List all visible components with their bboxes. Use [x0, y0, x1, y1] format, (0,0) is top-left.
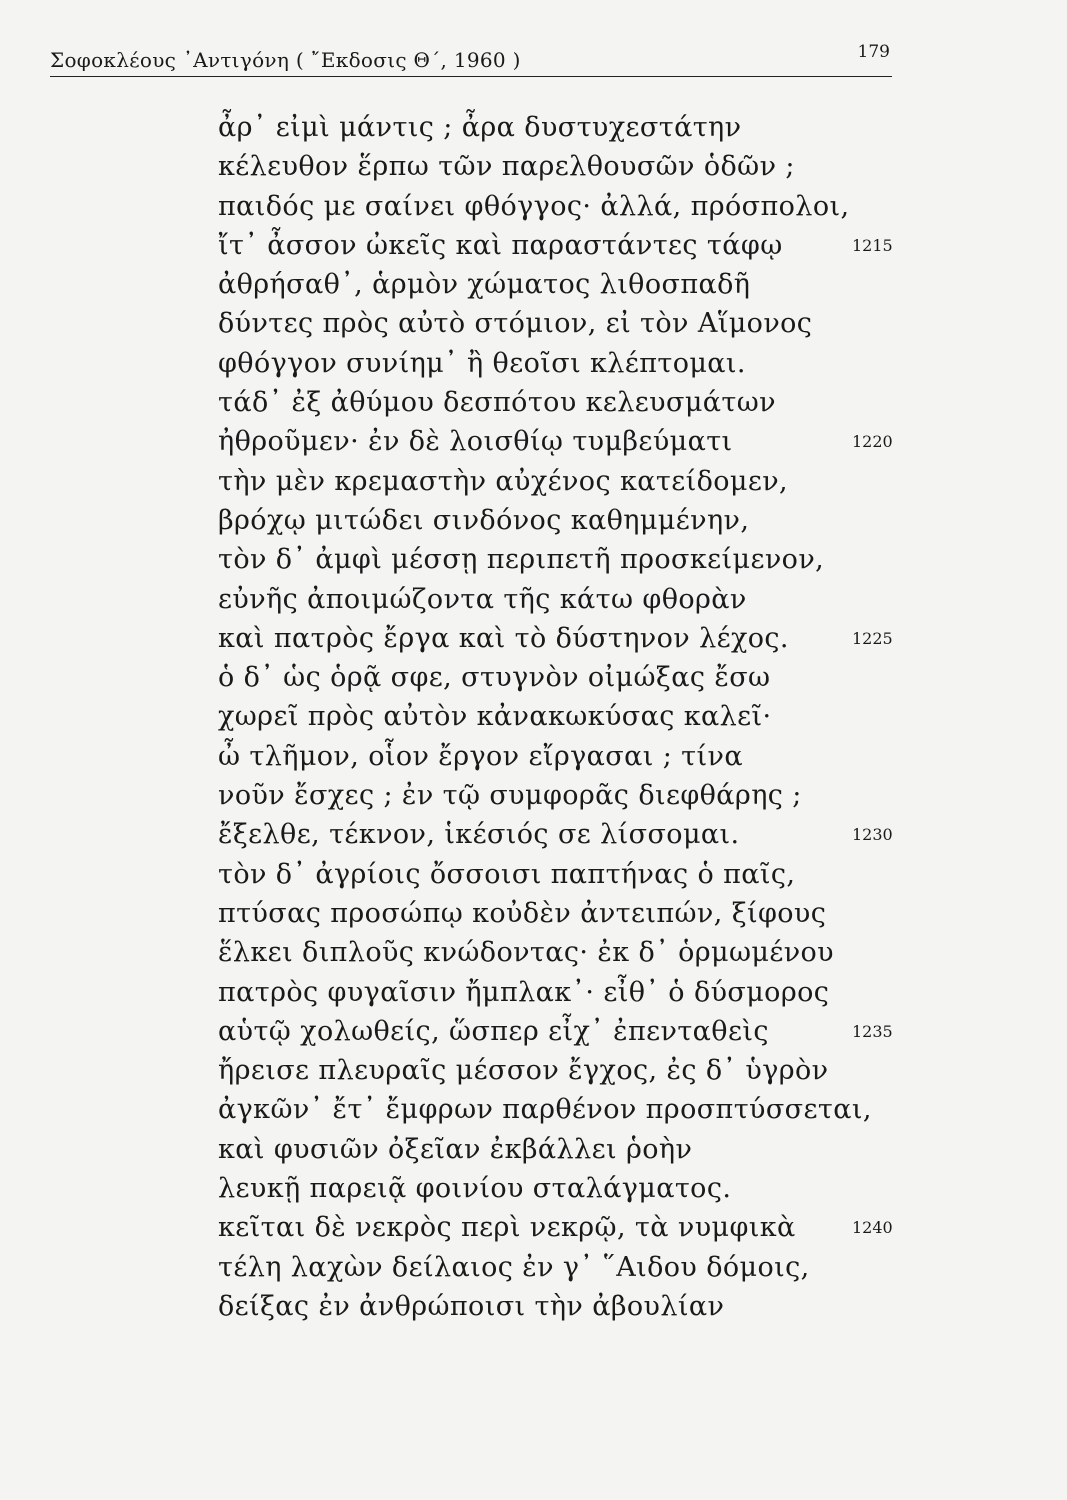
verse-line	[0, 187, 1067, 226]
verse-text: ὦ τλῆμον, οἷον ἔργον εἴργασαι ; τίνα	[218, 740, 743, 772]
verse-line	[0, 226, 1067, 265]
verse-line	[0, 580, 1067, 619]
verse-line	[0, 1130, 1067, 1169]
verse-line	[0, 265, 1067, 304]
verse-line	[0, 1169, 1067, 1208]
verse-line	[0, 658, 1067, 697]
verse-line	[0, 108, 1067, 147]
verse-line	[0, 501, 1067, 540]
verse-line	[0, 462, 1067, 501]
line-number: 1225	[852, 628, 893, 648]
verse-line	[0, 1051, 1067, 1090]
header-rule	[50, 76, 892, 77]
verse-line	[0, 147, 1067, 186]
verse-line	[0, 815, 1067, 854]
verse-line	[0, 1090, 1067, 1129]
verse-text: καὶ φυσιῶν ὀξεῖαν ἐκβάλλει ῥοὴν	[218, 1133, 693, 1165]
verse-text: ἔξελθε, τέκνον, ἱκέσιός σε λίσσομαι.	[218, 819, 740, 851]
verse-text: δύντες πρὸς αὐτὸ στόμιον, εἰ τὸν Αἵμονος	[218, 308, 813, 340]
verse-line	[0, 422, 1067, 461]
line-number: 1215	[852, 235, 893, 255]
verse-text: παιδός με σαίνει φθόγγος· ἀλλά, πρόσπολοι,	[218, 190, 850, 222]
verse-line	[0, 619, 1067, 658]
verse-text: τὴν μὲν κρεμαστὴν αὐχένος κατείδομεν,	[218, 465, 789, 497]
verse-line	[0, 1208, 1067, 1247]
verse-text: καὶ πατρὸς ἔργα καὶ τὸ δύστηνον λέχος.	[218, 622, 789, 654]
verse-text: βρόχῳ μιτώδει σινδόνος καθημμένην,	[218, 504, 750, 536]
verse-line	[0, 973, 1067, 1012]
verse-line	[0, 383, 1067, 422]
page-number: 179	[857, 42, 890, 62]
verse-line	[0, 344, 1067, 383]
verse-text: τὸν δ᾿ ἀμφὶ μέσσῃ περιπετῆ προσκείμενον,	[218, 544, 825, 576]
verse-line	[0, 697, 1067, 736]
verse-text: νοῦν ἔσχες ; ἐν τῷ συμφορᾶς διεφθάρης ;	[218, 780, 802, 812]
running-head	[50, 42, 890, 76]
line-number: 1220	[852, 432, 893, 452]
verse-text: δείξας ἐν ἀνθρώποισι τὴν ἀβουλίαν	[218, 1290, 725, 1322]
running-title: Σοφοκλέους ᾿Αντιγόνη ( ῎Εκδοσις Θ΄, 1960 )	[50, 48, 521, 72]
verse-text: τὸν δ᾿ ἀγρίοις ὄσσοισι παπτήνας ὁ παῖς,	[218, 858, 796, 890]
verse-line	[0, 1012, 1067, 1051]
verse-text: πτύσας προσώπῳ κοὐδὲν ἀντειπών, ξίφους	[218, 897, 827, 929]
verse-text: τάδ᾿ ἐξ ἀθύμου δεσπότου κελευσμάτων	[218, 387, 776, 419]
verse-block	[0, 108, 1067, 1326]
verse-text: πατρὸς φυγαῖσιν ἤμπλακ᾿· εἶθ᾿ ὁ δύσμορος	[218, 976, 830, 1008]
verse-line	[0, 737, 1067, 776]
verse-text: ἀθρήσαθ᾿, ἁρμὸν χώματος λιθοσπαδῆ	[218, 269, 751, 301]
verse-text: φθόγγον συνίημ᾿ ἢ θεοῖσι κλέπτομαι.	[218, 347, 746, 379]
verse-text: τέλη λαχὼν δείλαιος ἐν γ᾿ ῞Αιδου δόμοις,	[218, 1251, 810, 1283]
verse-line	[0, 1248, 1067, 1287]
verse-text: κεῖται δὲ νεκρὸς περὶ νεκρῷ, τὰ νυμφικὰ	[218, 1212, 796, 1244]
verse-line	[0, 776, 1067, 815]
line-number: 1235	[852, 1021, 893, 1041]
verse-line	[0, 540, 1067, 579]
verse-text: εὐνῆς ἀποιμώζοντα τῆς κάτω φθορὰν	[218, 583, 747, 615]
verse-line	[0, 894, 1067, 933]
line-number: 1230	[852, 825, 893, 845]
line-number: 1240	[852, 1218, 893, 1238]
verse-text: ἤρεισε πλευραῖς μέσσον ἔγχος, ἐς δ᾿ ὑγρὸν	[218, 1055, 829, 1087]
verse-text: ἠθροῦμεν· ἐν δὲ λοισθίῳ τυμβεύματι	[218, 426, 733, 458]
verse-text: λευκῇ παρειᾷ φοινίου σταλάγματος.	[218, 1173, 732, 1205]
verse-text: ἕλκει διπλοῦς κνώδοντας· ἐκ δ᾿ ὁρμωμένου	[218, 937, 834, 969]
verse-line	[0, 855, 1067, 894]
verse-text: ἆρ᾿ εἰμὶ μάντις ; ἆρα δυστυχεστάτην	[218, 112, 742, 143]
verse-text: ἴτ᾿ ἆσσον ὠκεῖς καὶ παραστάντες τάφῳ	[218, 229, 783, 261]
verse-text: χωρεῖ πρὸς αὐτὸν κἀνακωκύσας καλεῖ·	[218, 701, 772, 733]
verse-text: ἀγκῶν᾿ ἔτ᾿ ἔμφρων παρθένον προσπτύσσεται,	[218, 1094, 872, 1126]
verse-text: κέλευθον ἕρπω τῶν παρελθουσῶν ὁδῶν ;	[218, 151, 795, 183]
verse-line	[0, 933, 1067, 972]
verse-line	[0, 304, 1067, 343]
verse-line	[0, 1287, 1067, 1326]
verse-text: ὁ δ᾿ ὡς ὁρᾷ σφε, στυγνὸν οἰμώξας ἔσω	[218, 662, 771, 694]
verse-text: αὑτῷ χολωθείς, ὥσπερ εἶχ᾿ ἐπενταθεὶς	[218, 1015, 769, 1047]
